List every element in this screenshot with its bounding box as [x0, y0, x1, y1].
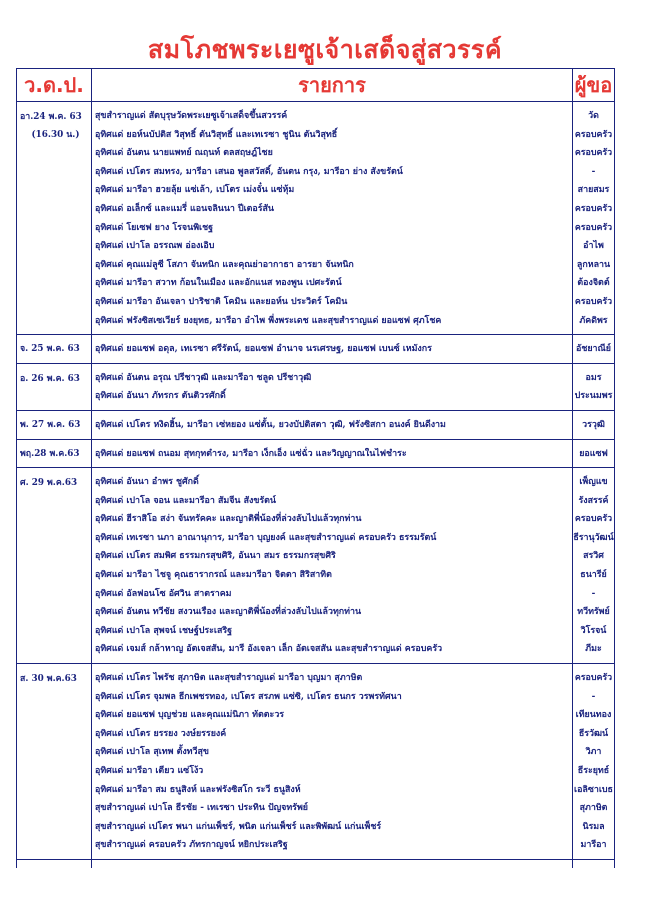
requester-name: ครอบครัว	[574, 203, 613, 214]
requester-name: สรวิศ	[583, 551, 604, 562]
entries-cell	[92, 335, 573, 364]
intention-line: อุทิศแด่ ฟรังซิสเซเวียร์ ยงยุทธ, มารีอา อำไพ พี่งพระเดช และสุขสำราญแด่ ยอแซฟ ศุภโชค	[95, 315, 442, 326]
entries-cell	[92, 664, 573, 860]
requester-name: -	[591, 691, 596, 702]
requester-name: วิภา	[585, 747, 602, 758]
intention-line: อุทิศแด่ มารีอา อันเจลา ปาริชาติ โคมิน และยอห์น ประวิตร์ โคมิน	[95, 296, 348, 307]
requester-name: วรวุฒิ	[582, 419, 605, 430]
intention-line: อุทิศแด่ ยอแซฟ บุญช่วย และคุณแม่นิภา ทัตตะวร	[95, 710, 285, 721]
empty-cell	[573, 859, 615, 868]
requester-name: เพ็ญแข	[579, 477, 608, 488]
requester-name: -	[591, 166, 596, 177]
intention-line: อุทิศแด่ ฮีราสิโอ สง่า จันทรัคคะ และญาติพี่น้องที่ล่วงลับไปแล้วทุกท่าน	[95, 514, 362, 525]
intention-line: อุทิศแด่ มารีอา สวาท ก้อนในเมือง และอักแนส ทองพูน เปศะรัตน์	[95, 278, 342, 289]
date-text: พ. 27 พ.ค. 63	[20, 419, 81, 430]
requester-name: ภีมะ	[585, 644, 602, 655]
intention-line: อุทิศแด่ เปโตร หงิดฮิ้น, มารีอา เซ่หยอง แซ่ตั้น, ยวงบัปติสตา วุฒิ, ฟรังซิสกา อนงค์ ยินดีงาม	[95, 419, 446, 430]
requester-name: ครอบครัว	[574, 129, 613, 140]
table-row	[17, 468, 615, 664]
date-cell	[17, 363, 92, 410]
requester-name: รังสรรค์	[578, 495, 609, 506]
table-body	[17, 102, 615, 868]
requester-name: สุภาษิต	[579, 803, 608, 814]
requester-cell	[573, 335, 615, 364]
table-row	[17, 335, 615, 364]
requester-name: ภัคดิพร	[579, 315, 608, 326]
intention-line: อุทิศแด่ เปโตร ไพรัช สุภาษิต และสุขสำราญแด่ มารีอา บุญมา สุภาษิต	[95, 673, 363, 684]
table-row	[17, 439, 615, 468]
date-text: ศ. 29 พ.ค.63	[20, 478, 78, 489]
intention-line: อุทิศแด่ เปาโล จอน และมารีอา สัมจีน สังขรัตน์	[95, 495, 276, 506]
requester-name: ลูกหลาน	[576, 259, 611, 270]
requester-cell	[573, 664, 615, 860]
continuation-row	[17, 859, 615, 868]
table-row	[17, 410, 615, 439]
empty-cell	[17, 859, 92, 868]
requester-name: อัชยาณีย์	[576, 344, 611, 355]
date-cell	[17, 468, 92, 664]
requester-name: ต้องจิตต์	[577, 278, 610, 289]
intention-line: อุทิศแด่ เปาโล สุพจน์ เชษฐ์ประเสริฐ	[95, 625, 233, 636]
entries-cell	[92, 439, 573, 468]
requester-cell	[573, 468, 615, 664]
intention-line: อุทิศแด่ โยเซฟ ยาง โรจนพิเชฐ	[95, 222, 213, 233]
requester-name: ธนารีย์	[580, 570, 607, 581]
date-text: อ. 26 พ.ค. 63	[20, 373, 80, 384]
intention-line: อุทิศแด่ ยอแซฟ อดุล, เทเรซา ศรีรัตน์, ยอแซฟ อำนาจ นรเศรษฐ, ยอแซฟ เบนซ์ เหมังกร	[95, 344, 432, 355]
table-row	[17, 664, 615, 860]
intention-line: อุทิศแด่ เปโตร สมพิศ ธรรมกรสุขศิริ, อันนา สมร ธรรมกรสุขศิริ	[95, 551, 336, 562]
intention-line: อุทิศแด่ เปาโล สุเทพ ตั้งทวีสุข	[95, 747, 209, 758]
intention-line: อุทิศแด่ เปโตร จุมพล ธีกเพชรทอง, เปโตร สรภพ แซ่ซิ, เปโตร ธนกร วรพรทัศนา	[95, 691, 402, 702]
entries-cell	[92, 102, 573, 335]
intention-line: อุทิศแด่ อันนา ภัทรกร ตันติวรศักดิ์	[95, 391, 226, 402]
date-cell	[17, 664, 92, 860]
requester-name: อำไพ	[583, 241, 604, 252]
table-row	[17, 363, 615, 410]
table-row	[17, 102, 615, 335]
page-title: สมโภชพระเยซูเจ้าเสด็จสู่สวรรค์	[147, 35, 503, 64]
intention-line: อุทิศแด่ ยอห์นบัปติส วิสุทธิ์ ตันวิสุทธิ์ และเทเรซา ชูนิน ตันวิสุทธิ์	[95, 129, 338, 140]
requester-name: ธีรวัฒน์	[578, 728, 609, 739]
requester-name: ประนมพร	[574, 391, 613, 402]
intention-line: อุทิศแด่ คุณแม่ลูซี โสภา จันทนิก และคุณย่าอากาธา อารยา จันทนิก	[95, 259, 354, 270]
date-cell	[17, 439, 92, 468]
requester-name: -	[591, 588, 596, 599]
requester-name: ครอบครัว	[574, 514, 613, 525]
requester-name: ครอบครัว	[574, 673, 613, 684]
intention-line: อุทิศแด่ เปาโล อรรณพ อ่องเอิบ	[95, 241, 215, 252]
intention-line: อุทิศแด่ มารีอา สม ธนูสิงห์ และฟรังซิสโก ระวี ธนูสิงห์	[95, 784, 301, 795]
intention-line: อุทิศแด่ เปโตร ยรรยง วงษ์ยรรยงค์	[95, 728, 227, 739]
requester-name: ทวีทรัพย์	[577, 607, 610, 618]
requester-name: มารีอา	[580, 840, 607, 851]
intention-line: อุทิศแด่ มารีอา เตียว แซ่โง้ว	[95, 766, 204, 776]
intention-line: อุทิศแด่ อันตน อรุณ ปรีชาวุฒิ และมารีอา ชลูด ปรีชาวุฒิ	[95, 372, 312, 383]
intention-line: อุทิศแด่ เจมส์ กล้าหาญ อัตเจสสัน, มารี อังเจลา เล็ก อัตเจสสัน และสุขสำราญแด่ ครอบครัว	[95, 644, 443, 655]
intention-line: อุทิศแด่ มารีอา ฮวยลุ้ย แซ่เล้า, เปโตร เม่งจั๋น แซ่หุ้ม	[95, 185, 295, 196]
requester-name: นิรมล	[582, 821, 605, 832]
header-requester: ผู้ขอ	[573, 69, 615, 102]
table-header-row	[17, 69, 615, 102]
intention-line: อุทิศแด่ อันตน ทวีชัย สงวนเรือง และญาติพี่น้องที่ล่วงลับไปแล้วทุกท่าน	[95, 607, 362, 618]
requester-name: วัด	[588, 111, 599, 121]
header-items: รายการ	[92, 69, 573, 102]
intention-line: อุทิศแด่ อัลฟอนโซ อัศวิน สาตราคม	[95, 588, 232, 599]
intention-line: สุขสำราญแด่ เปโตร พนา แก่นเพ็ชร์, พนิต แก่นเพ็ชร์ และพิพัฒน์ แก่นเพ็ชร์	[95, 821, 382, 832]
intention-line: อุทิศแด่ มารีอา ไชจู คุณธารากรณ์ และมารีอา จิตตา สิริสาทิต	[95, 570, 332, 581]
requester-name: เทียนทอง	[575, 710, 612, 721]
entries-cell	[92, 410, 573, 439]
requester-cell	[573, 102, 615, 335]
mass-intention-table	[16, 68, 615, 868]
requester-cell	[573, 410, 615, 439]
requester-cell	[573, 363, 615, 410]
date-text: อา.24 พ.ค. 63	[20, 112, 82, 122]
date-cell	[17, 102, 92, 335]
requester-name: เอลิซาเบธ	[574, 784, 613, 795]
intention-line: อุทิศแด่ ยอแซฟ ถนอม สุทกุทตำรง, มารีอา เง็กเอ็ง แซ่ฉั่ว และวิญญาณในไฟชำระ	[95, 448, 407, 459]
intention-line: อุทิศแด่ เปโตร สมทรง, มารีอา เสนอ พูลสวัสดิ์, อันตน กรุง, มารีอา ย่าง สังขรัตน์	[95, 166, 403, 177]
requester-name: ครอบครัว	[574, 222, 613, 233]
entries-cell	[92, 363, 573, 410]
intention-line: อุทิศแด่ อเล็กซ์ และแมรี่ แอนจลินนา ปีเตอร์สัน	[95, 203, 275, 214]
intention-line: สุขสำราญแด่ สัตบุรุษวัดพระเยซูเจ้าเสด็จขึ้นสวรรค์	[95, 111, 288, 121]
intention-line: อุทิศแด่ อันนา อำพร ชูศักดิ์	[95, 477, 199, 488]
requester-name: วิโรจน์	[580, 625, 607, 636]
requester-name: ครอบครัว	[574, 148, 613, 159]
requester-name: ครอบครัว	[574, 296, 613, 307]
requester-name: อมร	[585, 372, 602, 383]
date-cell	[17, 410, 92, 439]
intention-line: อุทิศแด่ เทเรซา นภา อาณานุการ, มารีอา บุญยงค์ และสุขสำราญแด่ ครอบครัว ธรรมรัตน์	[95, 532, 437, 543]
date-cell	[17, 335, 92, 364]
header-date: ว.ด.ป.	[17, 69, 92, 102]
requester-name: ธีรานุวัฒน์	[573, 532, 614, 543]
requester-cell	[573, 439, 615, 468]
intention-line: อุทิศแด่ อันตน นายแพทย์ ณฤนท์ ตลสฤษฎ์ไชย	[95, 148, 273, 159]
date-text: จ. 25 พ.ค. 63	[20, 344, 80, 355]
date-text: ส. 30 พ.ค.63	[20, 674, 77, 685]
entries-cell	[92, 468, 573, 664]
date-time-text: (16.30 น.)	[31, 130, 80, 140]
date-text: พฤ.28 พ.ค.63	[20, 448, 80, 459]
requester-name: ธีระยุทธ์	[577, 766, 610, 776]
requester-name: สายสมร	[577, 185, 610, 196]
intention-line: สุขสำราญแด่ ครอบครัว ภัทรกาญจน์ หยิกประเสริฐ	[95, 840, 288, 851]
intention-line: สุขสำราญแด่ เปาโล ธีรชัย - เทเรซา ประทิน ปัญจทรัพย์	[95, 803, 309, 814]
empty-cell	[92, 859, 573, 868]
requester-name: ยอแซฟ	[579, 448, 608, 459]
